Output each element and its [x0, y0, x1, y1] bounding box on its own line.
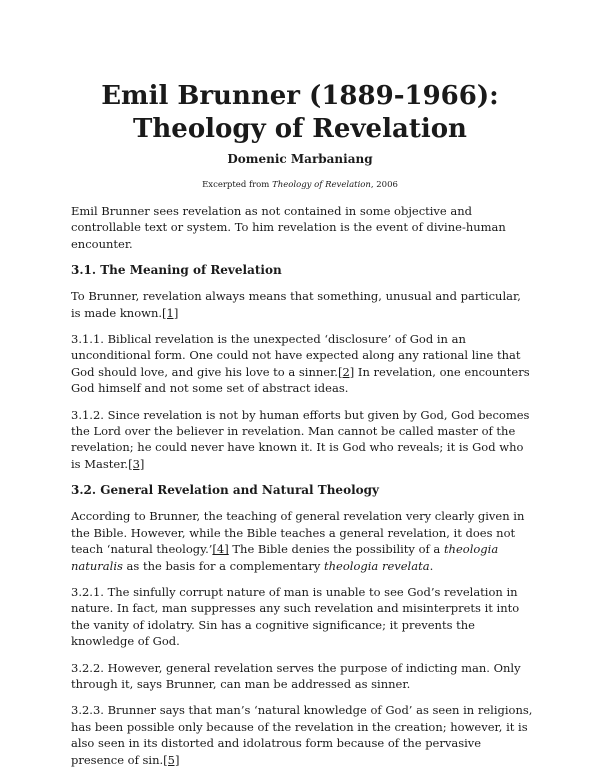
document-title: Emil Brunner (1889-1966): Theology of Revelation	[101, 81, 499, 144]
paragraph-text: 3.2.3. Brunner says that man’s ‘natural knowledge of God’ as seen in religions, has been possible only because of the revelation in the creation; however, it is also seen in its distorted and idolatrous form because of the pervasive presence of sin.	[71, 703, 533, 767]
footnote-link-2[interactable]: [2]	[337, 364, 355, 379]
paragraph-3-2	[71, 508, 533, 574]
paragraph-text: In revelation, one encounters God himself and not some set of abstract ideas.	[71, 364, 530, 396]
paragraph-text: 3.1.1. Biblical revelation is the unexpected ‘disclosure’ of God in an unconditional form. One could not have expected along any rational line that God should love, and give his love to a sinner.	[71, 332, 521, 379]
latin-term: theologia revelata	[324, 558, 430, 573]
paragraph-3-1-1	[71, 331, 533, 397]
paragraph-text: To Brunner, revelation always means that something, unusual and particular, is made known.	[71, 289, 521, 320]
author-name: Domenic Marbaniang	[227, 152, 373, 166]
paragraph-3-2-2: 3.2.2. However, general revelation serves the purpose of indicting man. Only through it, says Brunner, can man be addressed as sinner.	[71, 660, 521, 691]
paragraph-3-1	[71, 288, 533, 321]
paragraph-3-2-1: 3.2.1. The sinfully corrupt nature of man is unable to see God’s revelation in nature. In fact, man suppresses any such revelation and misinterprets it into the vanity of idolatry. Sin has a cognitive significance; it prevents the knowledge of God.	[71, 584, 520, 649]
paragraph-text: According to Brunner, the teaching of general revelation very clearly given in the Bible. However, while the Bible teaches a general revelation, it does not teach ‘natural theology.’	[71, 509, 525, 557]
footnote-link-1[interactable]: [1]	[162, 305, 179, 320]
paragraph-3-1-2	[71, 407, 533, 473]
footnote-link-5[interactable]: [5]	[163, 752, 180, 767]
paragraph-3-2-3	[71, 702, 533, 768]
excerpt-work: Theology of Revelation	[272, 180, 371, 190]
section-heading-3-2: 3.2. General Revelation and Natural Theology	[71, 483, 379, 498]
intro-paragraph: Emil Brunner sees revelation as not contained in some objective and controllable text or system. To him revelation is the event of divine-human encounter.	[71, 204, 506, 251]
latin-term: theologia naturalis	[71, 542, 499, 573]
paragraph-text: as the basis for a complementary	[122, 558, 325, 573]
paragraph-text: The Bible denies the possibility of a	[228, 542, 444, 557]
excerpt-prefix: Excerpted from	[202, 180, 273, 190]
footnote-link-4[interactable]: [4]	[212, 542, 229, 557]
paragraph-text: 3.1.2. Since revelation is not by human efforts but given by God, God becomes the Lord over the believer in revelation. Man cannot be called master of the revelation; he could never have known it. It is God who reveals; it is God who is Master.	[71, 407, 530, 471]
section-heading-3-1: 3.1. The Meaning of Revelation	[71, 263, 282, 278]
document-body	[71, 203, 533, 778]
excerpt-suffix: , 2006	[370, 180, 398, 190]
excerpt-note	[0, 180, 600, 190]
footnote-link-3[interactable]: [3]	[128, 456, 145, 471]
paragraph-text: .	[429, 558, 434, 573]
